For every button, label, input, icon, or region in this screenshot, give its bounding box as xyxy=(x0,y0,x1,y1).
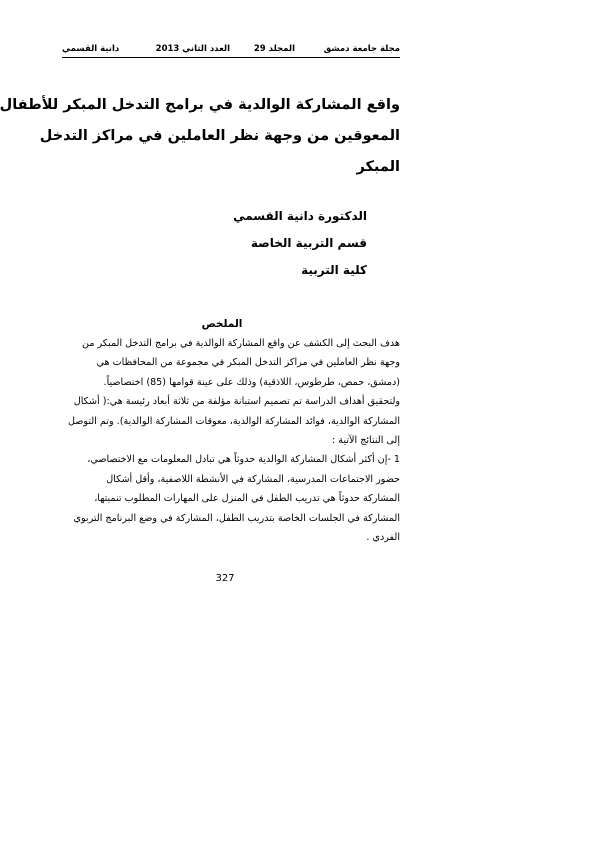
page-number: 327 xyxy=(215,573,235,584)
abstract-line: المشاركة الوالدية، فوائد المشاركة الوالدية، معوقات المشاركة الوالدية). وتم التوصل xyxy=(68,415,400,427)
paper-title xyxy=(0,90,400,183)
abstract-line: وجهة نظر العاملين في مراكز التدخل المبكر في مجموعة من المحافظات هي xyxy=(96,357,400,369)
author-name: الدكتورة دانية القسمي xyxy=(233,209,367,223)
running-header xyxy=(62,44,400,58)
title-line: المعوقين من وجهة نظر العاملين في مراكز التدخل xyxy=(39,128,400,144)
header-volume: المجلد 29 xyxy=(253,44,295,54)
abstract-line: إلى النتائج الآتية : xyxy=(332,435,400,447)
abstract-body xyxy=(62,334,400,547)
title-line: المبكر xyxy=(356,159,400,175)
abstract-line: المشاركة في الجلسات الخاصة بتدريب الطفل، المشاركة في وضع البرنامج التربوي xyxy=(73,512,400,524)
abstract-line: المشاركة حدوثاً هي تدريب الطفل في المنزل على المهارات المطلوب تنميتها، xyxy=(94,493,400,505)
abstract-line: (دمشق، حمص، طرطوس، اللاذقية) وذلك على عينة قوامها (85) اختصاصياً. xyxy=(103,376,400,388)
author-affiliation xyxy=(233,203,367,284)
abstract-heading: الملخص xyxy=(201,318,243,330)
author-faculty: كلية التربية xyxy=(301,263,367,277)
title-line: واقع المشاركة الوالدية في برامج التدخل المبكر للأطفال xyxy=(0,97,400,113)
header-issue: العدد الثاني 2013 xyxy=(155,44,230,54)
abstract-line: الفردي . xyxy=(366,532,400,544)
abstract-line: 1 -إن أكثر أشكال المشاركة الوالدية حدوثاً هي تبادل المعلومات مع الاختصاصي، xyxy=(87,454,400,466)
abstract-line: هدف البحث إلى الكشف عن واقع المشاركة الوالدية في برامج التدخل المبكر من xyxy=(82,338,400,349)
header-rule xyxy=(62,57,400,58)
author-department: قسم التربية الخاصة xyxy=(250,236,367,250)
abstract-line: حضور الاجتماعات المدرسية، المشاركة في الأنشطة اللاصفية، وأقل أشكال xyxy=(106,473,400,485)
header-journal: مجلة جامعة دمشق xyxy=(323,44,400,54)
header-author: دانية القسمي xyxy=(62,44,120,54)
abstract-line: ولتحقيق أهداف الدراسة تم تصميم استبانة مؤلفة من ثلاثة أبعاد رئيسة هي:( أشكال xyxy=(73,396,400,408)
